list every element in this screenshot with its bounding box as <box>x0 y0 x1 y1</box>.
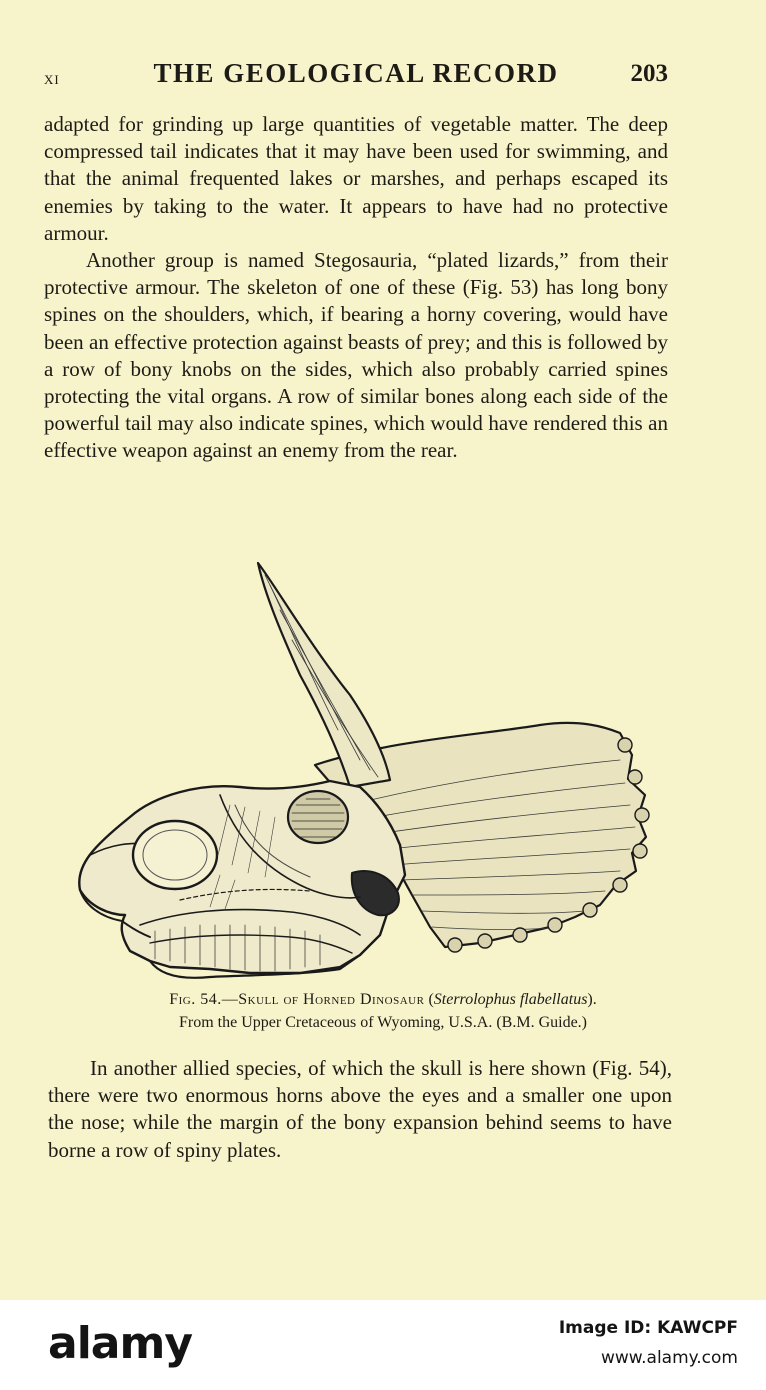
caption-line-1 <box>40 988 726 1011</box>
eye-socket <box>133 821 217 889</box>
brow-horn <box>258 563 390 787</box>
running-head <box>44 58 668 94</box>
body-text-top <box>44 111 668 465</box>
figure-title: Skull of Horned Dinosaur <box>238 991 425 1008</box>
skull-illustration <box>60 555 660 985</box>
body-text-bottom <box>48 1055 672 1164</box>
chapter-number: xi <box>44 68 60 89</box>
paragraph: Another group is named Stegosauria, “plated lizards,” from their protective armour. The skeleton of one of these (Fig. 53) has long bony spines on the shoulders, which, if bearing a horny covering, would have been an effective protection against beasts of prey; and this is followed by a row of bony knobs on the sides, which also probably carried spines protecting the vital organs. A row of similar bones along each side of the powerful tail may also indicate spines, which would have rendered this an effective weapon against an enemy from the rear. <box>44 248 668 463</box>
figure-caption <box>40 988 726 1034</box>
species-open: ( <box>428 991 434 1008</box>
watermark-footer <box>0 1300 766 1390</box>
image-id: Image ID: KAWCPF <box>558 1318 738 1338</box>
figure-label: Fig. 54.— <box>169 991 239 1008</box>
alamy-logo: alamy <box>48 1318 192 1369</box>
paragraph: adapted for grinding up large quantities of vegetable matter. The deep compressed tail indicates that it may have been used for swimming, and that the animal frequented lakes or marshes, and perhaps escaped its enemies by taking to the water. It appears to have had no protective armour. <box>44 112 668 245</box>
running-head-title: THE GEOLOGICAL RECORD <box>153 58 559 88</box>
caption-line-2: From the Upper Cretaceous of Wyoming, U.S.A. (B.M. Guide.) <box>178 1014 587 1031</box>
paragraph: In another allied species, of which the skull is here shown (Fig. 54), there were two enormous horns above the eyes and a smaller one upon the nose; while the margin of the bony expansion behind seems to have borne a row of spiny plates. <box>48 1056 672 1162</box>
page-number: 203 <box>630 60 668 87</box>
species-name: Sterrolophus flabellatus <box>433 991 588 1008</box>
site-url: www.alamy.com <box>600 1348 738 1368</box>
species-close: ). <box>587 991 597 1008</box>
